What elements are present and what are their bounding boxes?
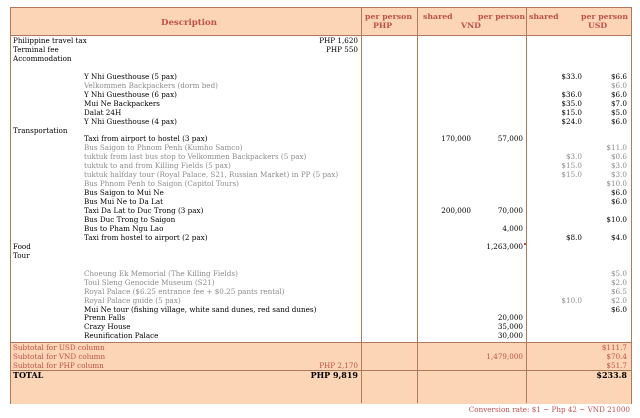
total-label: TOTAL <box>13 370 44 381</box>
row-value-usd-shared: $36.0 <box>561 89 582 99</box>
row-value-usd-shared: $3.0 <box>565 152 582 162</box>
row-label: Y Nhi Guesthouse (5 pax) <box>84 71 177 81</box>
budget-table <box>10 7 632 404</box>
total-usd: $233.8 <box>596 370 627 381</box>
row-value-usd-shared: $35.0 <box>561 98 582 108</box>
row-label: Prenn Falls <box>84 313 126 323</box>
row-value-usd-pp: $10.0 <box>606 179 627 189</box>
row-value-vnd-shared: 170,000 <box>441 134 471 144</box>
row-value-usd-pp: $2.0 <box>610 277 627 287</box>
row-label: Mui Ne tour (fishing village, white sand dunes, red sand dunes) <box>84 304 317 314</box>
vnd-shared-header: shared <box>423 12 453 21</box>
row-value-usd-pp: $2.0 <box>610 295 627 305</box>
row-value-vnd-pp: 30,000 <box>497 331 523 341</box>
row-label: Accommodation <box>13 53 72 63</box>
row-label: Terminal fee <box>13 44 59 54</box>
row-label: tuktuk halfday tour (Royal Palace, S21, Russian Market) in PP (5 pax) <box>84 170 339 180</box>
php-header-line1: per person <box>365 12 413 21</box>
subtotal-usd: $51.7 <box>606 361 627 371</box>
row-label: Taxi from hostel to airport (2 pax) <box>84 232 208 242</box>
row-value-vnd-pp: 20,000 <box>497 313 523 323</box>
subtotal-usd: $70.4 <box>606 352 627 362</box>
row-value-usd-pp: $3.0 <box>610 170 627 180</box>
row-value-usd-pp: $6.0 <box>610 304 627 314</box>
row-value-usd-pp: $11.0 <box>606 143 627 153</box>
row-label: tuktuk to and from Killing Fields (5 pax) <box>84 161 231 171</box>
row-value-usd-pp: $5.0 <box>610 107 627 117</box>
row-label: Toul Sleng Genocide Museum (S21) <box>84 277 215 287</box>
row-label: Philippine travel tax <box>13 36 87 45</box>
usd-shared-header: shared <box>529 12 559 21</box>
column-divider <box>361 8 362 403</box>
conversion-rate-note: Conversion rate: $1 ~ Php 42 ~ VND 21000 <box>468 405 630 414</box>
row-label: Y Nhi Guesthouse (4 pax) <box>84 116 177 126</box>
subtotal-vnd: 1,479,000 <box>486 352 523 362</box>
row-value-usd-shared: $10.0 <box>561 295 582 305</box>
row-label: Tour <box>13 250 30 260</box>
php-header-line2: PHP <box>373 21 393 30</box>
description-header: Description <box>161 18 218 28</box>
row-label: Crazy House <box>84 322 131 332</box>
row-label: Bus to Pham Ngu Lao <box>84 223 164 233</box>
column-divider <box>417 8 418 403</box>
row-label: Transportation <box>13 125 68 135</box>
row-label: tuktuk from last bus stop to Velkommen Backpackers (5 pax) <box>84 152 307 162</box>
row-value-usd-shared: $24.0 <box>561 116 582 126</box>
row-label: Bus Saigon to Mui Ne <box>84 188 164 198</box>
usd-per-person-header: per person <box>581 12 629 21</box>
row-value-usd-pp: $6.0 <box>610 89 627 99</box>
row-value-vnd-pp: 70,000 <box>497 206 523 216</box>
row-value-usd-pp: $5.0 <box>610 268 627 278</box>
table-header <box>11 8 631 36</box>
row-value-usd-pp: $6.0 <box>610 197 627 207</box>
row-label: Y Nhi Guesthouse (6 pax) <box>84 89 177 99</box>
row-value-usd-pp: $6.6 <box>610 71 627 81</box>
row-label: Royal Palace guide (5 pax) <box>84 295 181 305</box>
row-value-usd-shared: $15.0 <box>561 107 582 117</box>
vnd-per-person-header: per person <box>478 12 526 21</box>
row-label: Mui Ne Backpackers <box>84 98 160 108</box>
subtotal-php: PHP 2,170 <box>319 361 358 371</box>
row-value-usd-pp: $10.0 <box>606 215 627 224</box>
row-value-php: PHP 1,620 <box>319 36 358 45</box>
row-value-usd-pp: $7.0 <box>610 98 627 108</box>
row-label: Taxi from airport to hostel (3 pax) <box>84 134 208 144</box>
row-value-vnd-shared: 200,000 <box>441 206 471 216</box>
row-value-usd-shared: $15.0 <box>561 170 582 180</box>
subtotal-label: Subtotal for VND column <box>13 352 106 362</box>
row-label: Bus Phnom Penh to Saigon (Capitol Tours) <box>84 179 239 189</box>
row-value-vnd-pp: 57,000 <box>497 134 523 144</box>
row-label: Taxi Da Lat to Duc Trong (3 pax) <box>84 206 204 216</box>
row-value-usd-shared: $33.0 <box>561 71 582 81</box>
row-value-usd-pp: $6.0 <box>610 188 627 198</box>
row-value-usd-pp: $6.0 <box>610 116 627 126</box>
row-value-vnd-pp: 1,263,000 <box>486 241 523 251</box>
subtotal-usd: $111.7 <box>601 343 627 353</box>
usd-unit-header: USD <box>588 21 608 30</box>
row-value-usd-pp: $3.0 <box>610 161 627 171</box>
subtotal-label: Subtotal for PHP column <box>13 361 104 371</box>
row-label: Bus Duc Trong to Saigon <box>84 215 176 224</box>
row-value-usd-pp: $4.0 <box>610 232 627 242</box>
row-value-usd-shared: $15.0 <box>561 161 582 171</box>
row-value-php: PHP 550 <box>326 44 358 54</box>
row-value-usd-pp: $6.5 <box>610 286 627 296</box>
row-label: Royal Palace ($6.25 entrance fee + $0.25 pants rental) <box>84 286 285 296</box>
column-divider <box>526 8 527 403</box>
row-label: Dalat 24H <box>84 107 122 117</box>
row-value-vnd-pp: 4,000 <box>502 223 523 233</box>
row-label: Bus Mui Ne to Da Lat <box>84 197 164 207</box>
subtotal-label: Subtotal for USD column <box>13 343 105 353</box>
row-value-usd-shared: $8.0 <box>565 232 582 242</box>
row-label: Food <box>13 241 31 251</box>
total-php: PHP 9,819 <box>310 370 358 381</box>
row-value-vnd-pp: 35,000 <box>497 322 523 332</box>
row-value-usd-pp: $0.6 <box>610 152 627 162</box>
row-label: Choeung Ek Memorial (The Killing Fields) <box>84 268 238 278</box>
row-label: Reunification Palace <box>84 331 159 341</box>
vnd-unit-header: VND <box>461 21 481 30</box>
row-value-usd-pp: $6.0 <box>610 80 627 90</box>
row-label: Velkommen Backpackers (dorm bed) <box>84 80 218 90</box>
row-label: Bus Saigon to Phnom Penh (Kumho Samco) <box>84 143 243 153</box>
